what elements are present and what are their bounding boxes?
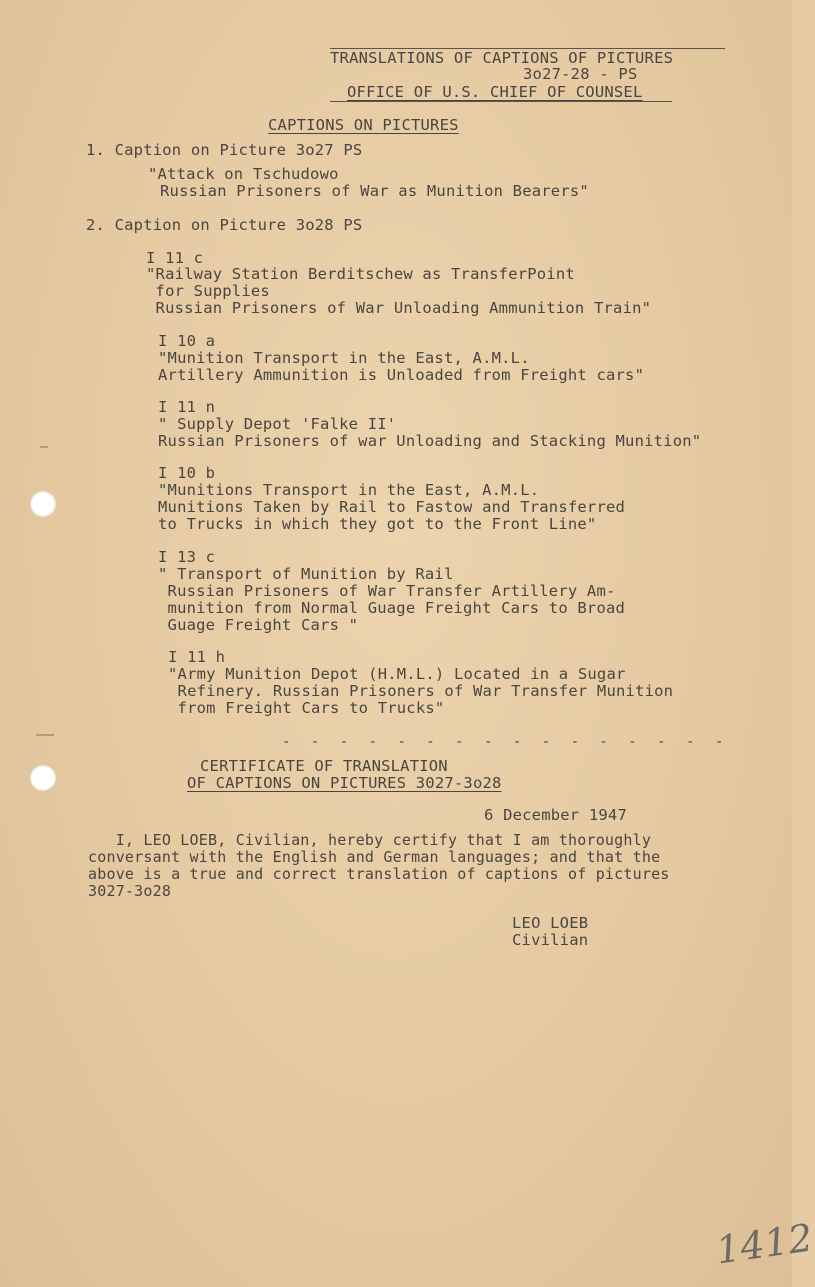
entry-line: " Supply Depot 'Falke II' bbox=[158, 415, 397, 433]
entry-line: Russian Prisoners of War Unloading Ammunition Train" bbox=[146, 299, 652, 317]
scan-mark bbox=[36, 734, 54, 736]
entry-line: Russian Prisoners of War Transfer Artillery Am- bbox=[158, 582, 616, 600]
certificate-subtitle: OF CAPTIONS ON PICTURES 3027-3o28 bbox=[187, 774, 502, 792]
entry-line: Refinery. Russian Prisoners of War Transfer Munition bbox=[168, 682, 674, 700]
entry-line: Russian Prisoners of war Unloading and Stacking Munition" bbox=[158, 432, 702, 450]
folio-number: 1412 bbox=[713, 1215, 815, 1273]
header-document-number: 3o27-28 - PS bbox=[523, 65, 638, 83]
entry-line: "Munition Transport in the East, A.M.L. bbox=[158, 349, 530, 367]
caption1-line: "Attack on Tschudowo bbox=[148, 165, 339, 183]
entry-line: Guage Freight Cars " bbox=[158, 616, 359, 634]
entry-line: Artillery Ammunition is Unloaded from Freight cars" bbox=[158, 366, 645, 384]
entry-line: "Munitions Transport in the East, A.M.L. bbox=[158, 481, 540, 499]
section-separator: - - - - - - - - - - - - - - - - bbox=[282, 734, 730, 750]
section-title: CAPTIONS ON PICTURES bbox=[268, 116, 459, 134]
certificate-title: CERTIFICATE OF TRANSLATION bbox=[200, 757, 448, 775]
entry-line: "Army Munition Depot (H.M.L.) Located in a Sugar bbox=[168, 665, 626, 683]
entry-code: I 13 c bbox=[158, 548, 216, 566]
caption2-heading: 2. Caption on Picture 3o28 PS bbox=[86, 216, 363, 234]
entry-code: I 11 h bbox=[168, 648, 226, 666]
entry-line: munition from Normal Guage Freight Cars to Broad bbox=[158, 599, 626, 617]
caption1-heading: 1. Caption on Picture 3o27 PS bbox=[86, 141, 363, 159]
header-office: OFFICE OF U.S. CHIEF OF COUNSEL bbox=[347, 83, 643, 101]
certificate-body-line: above is a true and correct translation of captions of pictures bbox=[88, 865, 670, 883]
certificate-body-line: conversant with the English and German languages; and that the bbox=[88, 848, 661, 866]
certificate-body-line: I, LEO LOEB, Civilian, hereby certify that I am thoroughly bbox=[88, 831, 652, 849]
entry-line: for Supplies bbox=[146, 282, 270, 300]
signature-title: Civilian bbox=[512, 931, 589, 949]
certificate-date: 6 December 1947 bbox=[484, 806, 627, 824]
entry-line: "Railway Station Berditschew as TransferPoint bbox=[146, 265, 575, 283]
binder-hole-bottom bbox=[30, 765, 56, 791]
entry-line: from Freight Cars to Trucks" bbox=[168, 699, 445, 717]
signature-name: LEO LOEB bbox=[512, 914, 589, 932]
entry-line: Munitions Taken by Rail to Fastow and Transferred bbox=[158, 498, 626, 516]
header-bottom-rule bbox=[330, 101, 672, 102]
entry-code: I 10 b bbox=[158, 464, 216, 482]
binder-hole-top bbox=[30, 491, 56, 517]
scan-mark bbox=[40, 446, 48, 448]
entry-line: to Trucks in which they got to the Front Line" bbox=[158, 515, 597, 533]
header-title: TRANSLATIONS OF CAPTIONS OF PICTURES bbox=[330, 49, 674, 67]
entry-line: " Transport of Munition by Rail bbox=[158, 565, 454, 583]
caption1-line: Russian Prisoners of War as Munition Bearers" bbox=[160, 182, 589, 200]
entry-code: I 10 a bbox=[158, 332, 216, 350]
certificate-body-line: 3027-3o28 bbox=[88, 882, 172, 900]
entry-code: I 11 c bbox=[146, 249, 204, 267]
entry-code: I 11 n bbox=[158, 398, 216, 416]
